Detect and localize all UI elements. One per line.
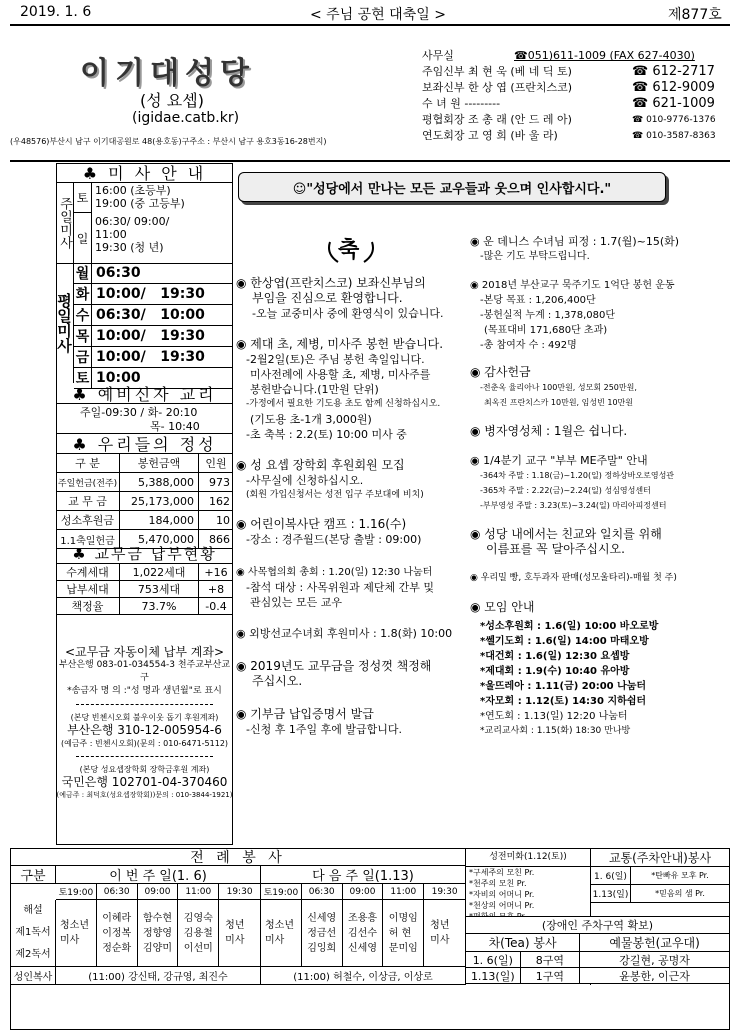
notice-heading: ◉ 병자영성체 : 1월은 쉽니다. [470,424,628,438]
offering-cell: 주일헌금(전주) [56,473,120,491]
notice-line: -장소 : 경주월드(본당 출발 : 09:00) [246,533,422,546]
notice-heading: ◉ 외방선교수녀회 후원미사 : 1.8(화) 10:00 [236,627,453,640]
notices-right [470,234,732,739]
sunday-mass-label: 주일미사 [56,183,74,263]
flower-line: *천주의 모친 Pr. [469,879,527,888]
time-cell: 06:30 [97,884,138,899]
notice-item [470,424,732,439]
notice-heading: ◉ 성 요셉 장학회 후원회원 모집 [236,458,405,472]
liturgy-cell: 청소년미사 [261,900,302,966]
notice-item [236,659,471,689]
notice-heading: ◉ 한상엽(프란치스코) 보좌신부님의 [236,276,426,290]
weekday-time: 06:30/ 10:00 [96,307,205,323]
contact-label: 사무실 [422,49,454,62]
time-cell: 토19:00 [56,884,97,899]
notice-line: 이름표를 꼭 달아주십시오. [486,542,625,556]
sun-time-0: 06:30/ 09:00/ [95,215,170,228]
bank-title: <교무금 자동이체 납부 계좌> [64,645,225,659]
notice-line: (목표대비 171,680단 초과) [484,325,608,336]
traffic-row [591,867,729,885]
notice-line: -사무실에 신청하십시오. [246,474,364,487]
notice-heading: ◉ 2019년도 교무금을 정성껏 책정해 [236,659,432,673]
notice-line: -부부영성 주말 : 3.23(토)~3.24(일) 마리아피정센터 [480,501,667,510]
notice-item [236,458,471,503]
offering-col-count: 인원 [205,457,227,470]
tea-area [465,899,730,1031]
notice-line: 봉헌받습니다.(1만원 단위) [250,383,379,396]
bank-info [56,632,233,802]
notice-line: *연도회 : 1.13(일) 12:20 나눔터 [480,711,628,722]
dues-cell: 1,022세대 [120,564,199,580]
liturgy-title: 전 례 봉 사 [11,849,466,866]
traffic-title: 교통(주차안내)봉사 [591,849,729,867]
contact-5 [422,128,727,144]
tea-district: 8구역 [521,952,581,967]
offering-row [56,511,233,530]
laurel-icon [322,236,380,266]
sat-label: 토 [74,183,92,213]
contact-value: ☎ 010-3587-8363 [632,131,716,141]
bank-line: (본당 빈첸시오회 불우이웃 돕기 후원계좌) [70,713,219,722]
notice-heading: ◉ 1/4분기 교구 "부부 ME주말" 안내 [470,454,648,467]
altar-this: (11:00) 강신태, 강규영, 최진수 [56,967,261,985]
sun-label: 일 [74,213,92,263]
dues-cell: +8 [207,582,225,596]
parking-note: (장애인 주차구역 확보) [465,916,730,934]
offering-cell: 5,470,000 [120,530,199,548]
weekday-row [74,326,233,347]
traffic-date: 1.13(일) [591,885,631,902]
notice-item [470,527,732,557]
offering-cell: 성소후원금 [56,511,120,529]
notice-line: -신청 후 1주일 후에 발급합니다. [246,723,402,736]
issue-date: 2019. 1. 6 [20,4,92,20]
tea-col1: 차(Tea) 봉사 [466,934,580,951]
liturgy-cell: 신세영 정금선 김잉희 [302,900,343,966]
notice-line: -많은 기도 부탁드립니다. [480,251,590,262]
dues-cell: 753세대 [120,581,199,597]
bank-line: 국민은행 102701-04-370460 [61,775,228,789]
offering-cell: 25,173,000 [120,492,199,510]
contact-value: ☎ 612-2717 [632,64,715,79]
bank-line: *송금자 명 의 :"성 명과 생년월"로 표시 [67,686,222,696]
notice-heading: ◉ 성당 내에서는 친교와 일치를 위해 [470,527,662,541]
traffic-date: 1. 6(일) [591,867,631,884]
notice-line: -전춘옥 율리아나 100만원, 성모회 250만원, [480,383,637,392]
notice-heading: ◉ 운 데니스 수녀님 피정 : 1.7(월)~15(화) [470,235,680,248]
tea-date: 1.13(일) [466,968,521,983]
dues-title: ♣ 교무금 납부현황 [56,544,233,564]
weekday-time: 10:00/ 19:30 [96,286,205,302]
flower-line: *천상의 어머니 Pr. [469,901,535,910]
issue-number: 제877호 [668,7,722,23]
offering-cell: 10 [216,513,230,527]
notice-line: 주십시오. [252,674,303,688]
tea-col2: 예물봉헌(교우대) [609,936,700,950]
liturgy-cell: 이명임 허 현 문미임 [383,900,424,966]
notice-line: -오늘 교중미사 중에 환영식이 있습니다. [252,307,444,320]
notice-line: *쎌기도회 : 1.6(일) 14:00 마태오방 [480,636,649,647]
contact-label: 연도회장 고 영 희 (바 울 라) [422,129,558,142]
liturgy-cell: 김영숙 김용철 이선미 [178,900,219,966]
liturgy-times-next [261,884,466,900]
notice-line: -364차 주말 : 1.18(금)~1.20(일) 정하상바오로영성관 [480,471,675,480]
weekday-day: 금 [74,347,92,367]
bank-line: (예금주 : 최덕호(성요셉장학회))문의 : 010-3844-1921) [56,791,233,799]
banner-text: ☺"성당에서 만나는 모든 교우들과 웃으며 인사합시다." [292,181,612,197]
tea-names: 윤봉한, 이근자 [619,969,690,983]
contact-label: 평협회장 조 총 래 (안 드 레 아) [422,113,572,126]
altar-next: (11:00) 허철수, 이상금, 이상로 [261,967,466,985]
notice-line: 부임을 진심으로 환영합니다. [252,291,403,305]
notice-line: *자모회 : 1.12(토) 14:30 지하쉼터 [480,696,647,707]
role-label: 제2독서 [15,949,51,960]
liturgy-cell: 이혜라 이정복 정순화 [97,900,138,966]
parish-address: (우48576)부산시 남구 이기대공원로 48(용호동)구주소 : 부산시 남구 용호3동16-28번지) [10,137,327,146]
notice-item [470,234,732,264]
notice-item [470,571,732,586]
offering-cell: 5,388,000 [120,473,199,491]
liturgy-cell: 함수현 정향영 김양미 [138,900,179,966]
bank-line: (예금주 : 빈첸시오회)(문의 : 010-6471-5112) [60,739,229,748]
parish-header [10,48,730,160]
weekday-time: 10:00/ 19:30 [96,349,205,365]
notice-item [236,707,471,737]
notice-heading: ◉ 사목협의회 총회 : 1.20(일) 12:30 나눔터 [236,567,433,578]
dues-cell: -0.4 [205,599,227,613]
dues-cell: 납부세대 [56,581,120,597]
weekday-row [74,347,233,368]
notice-item [236,565,471,610]
contact-value: ☎ 612-9009 [632,80,715,95]
contact-value: ☎ 010-9776-1376 [632,115,716,125]
time-cell: 09:00 [343,884,384,899]
liturgy-col-gubun: 구분 [11,866,56,884]
dues-cell: 책정율 [56,598,120,614]
mass-title: ♣ 미 사 안 내 [56,163,233,183]
dues-row [56,581,233,598]
sat-times [95,184,185,210]
liturgy-cells-next [261,900,466,967]
notice-item [236,626,471,641]
notice-line: -2월2일(토)은 주님 봉헌 축일입니다. [246,353,425,366]
dues-row [56,564,233,581]
sat-time-0: 16:00 (초등부) [95,184,171,197]
weekday-time: 10:00 [96,370,141,386]
dues-cell: 수계세대 [56,564,120,580]
parish-patron: (성 요셉) [140,91,204,110]
altar-label: 성인복사 [11,967,56,985]
offering-cell: 1.1축일헌금 [56,530,120,548]
contact-4 [422,112,727,128]
notice-heading: ◉ 2018년 부산교구 묵주기도 1억단 봉헌 운동 [470,280,675,291]
contact-label: 보좌신부 한 상 엽 (프란치스코) [422,81,573,94]
contact-2 [422,80,727,96]
notice-heading: ◉ 감사헌금 [470,365,531,379]
tea-names: 강길현, 공명자 [619,953,690,967]
notice-line: 관심있는 모든 교우 [250,596,343,609]
notice-item [236,337,471,442]
flower-line: *자비의 어머니 Pr. [469,890,535,899]
notice-line: *성소후원회 : 1.6(일) 10:00 바오로방 [480,621,659,632]
sat-time-1: 19:00 (중 고등부) [95,197,185,210]
weekday-day: 수 [74,305,92,325]
weekday-time: 06:30 [96,265,141,281]
notice-heading: ◉ 모임 안내 [470,600,535,614]
contact-label: 수 녀 원 --------- [422,97,501,110]
banner [238,172,666,202]
dues-table [56,564,233,615]
liturgy-cell: 조용흥 김선수 신세영 [343,900,384,966]
weekday-day: 화 [74,284,92,304]
tea-header [465,934,730,952]
weekday-day: 토 [74,368,92,388]
tea-row [465,968,730,984]
offering-table [56,454,233,549]
liturgy-cells-this [56,900,261,967]
contacts [422,48,727,144]
weekday-row [74,284,233,305]
sun-time-2: 19:30 (청 년) [95,241,164,254]
contact-value: ☎ 621-1009 [632,96,715,111]
notice-line: -총 참여자 수 : 492명 [480,340,577,351]
dues-cell: 73.7% [120,598,199,614]
time-cell: 11:00 [383,884,424,899]
offering-row [56,473,233,492]
feast-title: < 주님 공현 대축일 > [310,7,446,23]
contact-label: 주임신부 최 현 욱 (베 네 딕 토) [422,65,572,78]
offering-cell: 교 무 금 [56,492,120,510]
notice-line: *대건회 : 1.6(일) 12:30 요셉방 [480,651,630,662]
notice-line: (기도용 초-1개 3,000원) [250,413,372,426]
role-label: 해설 [23,905,43,916]
contact-3 [422,96,727,112]
weekday-mass-label: 평일미사 [56,263,74,383]
liturgy-roles [11,900,56,967]
catechumen-title: ♣ 예비신자 교리 [56,384,233,404]
notice-heading: ◉ 기부금 납입증명서 발급 [236,707,374,721]
liturgy-cell: 청소년미사 [56,900,97,966]
time-cell: 09:00 [138,884,179,899]
notice-line: -초 축복 : 2.2(토) 10:00 미사 중 [246,428,407,441]
weekday-time: 10:00/ 19:30 [96,328,205,344]
congrats-mark: 축 [338,238,360,263]
bank-line: (본당 성요셉장학회 장학금후원 계좌) [79,765,210,774]
weekday-table [74,263,233,389]
traffic-group: *탄빠유 모후 Pr. [651,871,709,880]
tea-row [465,952,730,968]
liturgy-this-week: 이 번 주 일(1. 6) [56,866,261,884]
notice-heading: ◉ 제대 초, 제병, 미사주 봉헌 받습니다. [236,337,444,351]
traffic-group: *믿음의 샘 Pr. [655,889,705,898]
tea-date: 1. 6(일) [466,952,521,967]
contact-value: ☎051)611-1009 (FAX 627-4030) [514,49,695,62]
time-cell: 19:30 [226,886,253,897]
offering-row [56,492,233,511]
liturgy-next-week: 다 음 주 일(1.13) [261,866,466,884]
time-cell: 19:30 [431,886,458,897]
dues-row [56,598,233,615]
notice-line: -가정에서 필요한 기도용 초도 함께 신청하십시오. [246,399,441,409]
sun-times [95,215,169,254]
liturgy-times-this [56,884,261,900]
parish-name: 이기대성당 [80,56,255,91]
time-cell: 06:30 [302,884,343,899]
bank-line: 부산은행 310-12-005954-6 [67,723,222,737]
notice-line: -365차 주말 : 2.22(금)~2.24(일) 성심영성센터 [480,486,651,495]
offering-cell: 162 [209,494,230,508]
offering-cell: 184,000 [120,511,199,529]
notice-line: *울뜨레아 : 1.11(금) 20:00 나눔터 [480,681,647,692]
notice-line: 최옥진 프란치스카 10만원, 임성빈 10만원 [484,398,633,407]
weekday-row [74,263,233,284]
notice-line: 미사전례에 사용할 초, 제병, 미사주를 [250,368,431,381]
flower-line: *구세주의 모친 Pr. [469,868,535,877]
catechumen-line1: 주일-09:30 / 화- 20:10 [80,406,198,419]
offering-cell: 973 [209,475,230,489]
notice-item [470,453,732,513]
notice-item [470,600,732,739]
role-label: 제1독서 [15,927,51,938]
weekday-day: 목 [74,326,92,346]
offering-header [56,454,233,473]
flower-title: 성전미화(1.12(토)) [466,849,590,867]
time-cell: 토19:00 [261,884,302,899]
bank-line: 부산은행 083-01-034554-3 천주교부산교구 [58,660,231,683]
sun-time-1: 11:00 [95,228,127,241]
notice-item [470,278,732,353]
notice-item [236,517,471,547]
tea-district: 1구역 [521,968,581,983]
notice-heading: ◉ 어린이복사단 캠프 : 1.16(수) [236,517,407,531]
notice-line: -본당 목표 : 1,206,400단 [480,295,596,306]
notice-line: *제대회 : 1.9(수) 10:40 유아방 [480,666,630,677]
notice-heading: ◉ 우리밀 빵, 호두과자 판매(성모울타리)-매월 첫 주) [470,573,677,583]
offering-col-gubun: 구 분 [56,454,120,472]
weekday-row [74,305,233,326]
notice-item [470,365,732,410]
offering-cell: 866 [209,532,230,546]
notice-item [236,276,471,321]
offering-col-amount: 봉헌금액 [120,454,199,472]
dues-cell: +16 [204,565,228,579]
liturgy-cell: 청년미사 [430,920,450,946]
notice-line: *교리교사회 : 1.15(화) 18:30 만나방 [480,726,631,736]
parish-url: (igidae.catb.kr) [132,110,240,126]
notice-line: (회원 가입신청서는 성전 입구 주보대에 비치) [246,490,424,500]
time-cell: 11:00 [178,884,219,899]
weekday-day: 월 [74,263,92,283]
notice-line: -참석 대상 : 사목위원과 제단체 간부 및 [246,581,435,594]
offering-title: ♣ 우리들의 정성 [56,434,233,454]
notice-line: -봉헌실적 누계 : 1,378,080단 [480,310,616,321]
catechumen-line2: 목- 10:40 [150,420,200,433]
liturgy-cell: 청년미사 [225,920,245,946]
notices-left [236,276,471,737]
contact-0 [422,48,727,64]
contact-1 [422,64,727,80]
